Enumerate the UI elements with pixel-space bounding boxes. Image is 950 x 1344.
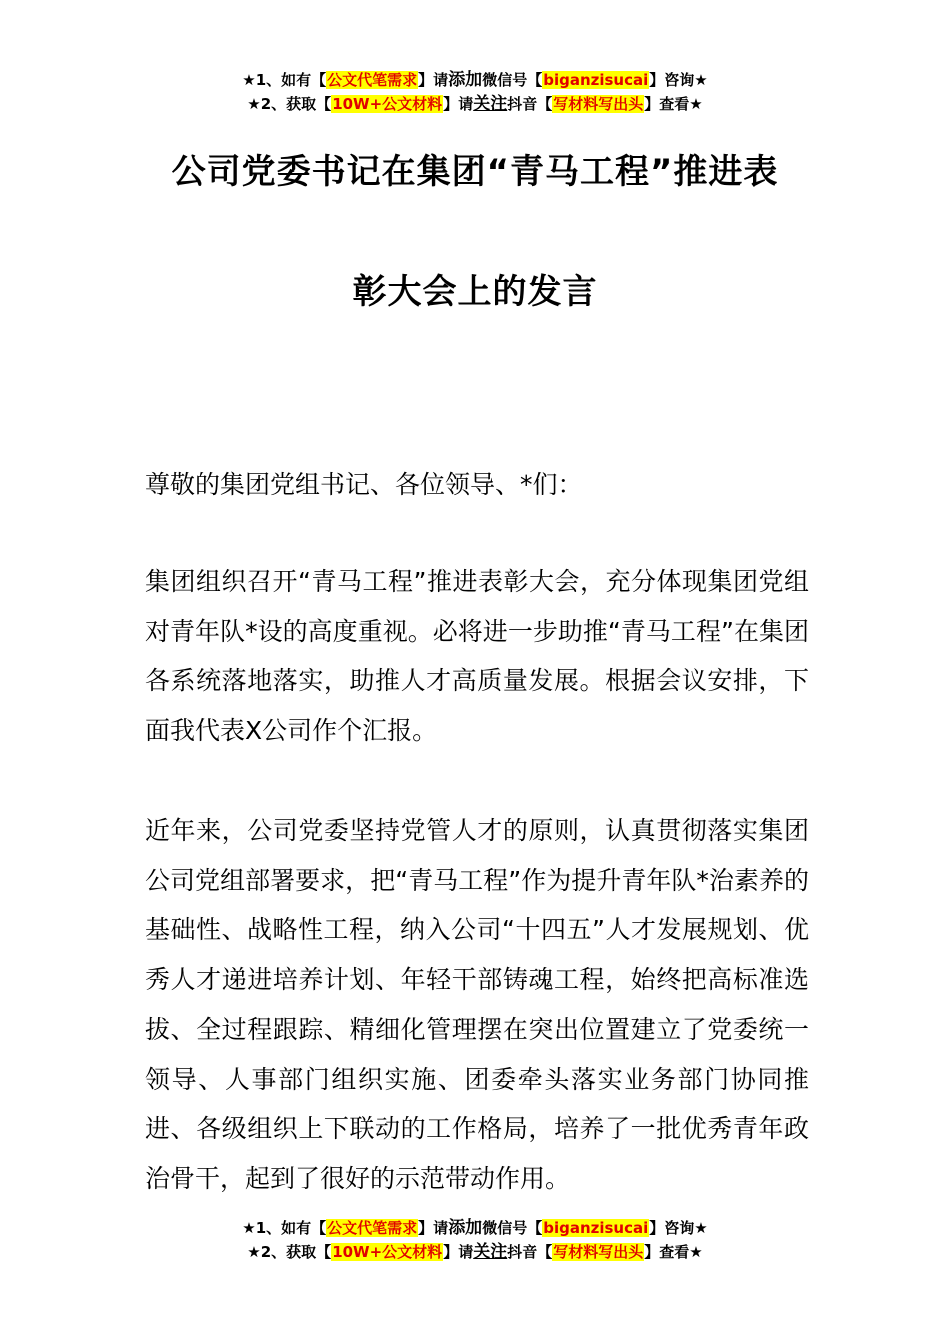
promo-text: ★1、如有【 (242, 1219, 327, 1237)
salutation: 尊敬的集团党组书记、各位领导、*们： (145, 470, 583, 499)
promo-line-1 (0, 1216, 950, 1240)
promo-highlight: 写材料写出头 (553, 95, 644, 113)
promo-emphasis: 关注 (473, 94, 508, 114)
body-paragraph-1: 集团组织召开“青马工程”推进表彰大会，充分体现集团党组对青年队*设的高度重视。必将进一步助推“青马工程”在集团各系统落地落实，助推人才高质量发展。根据会议安排，下面我代表X公司作个汇报。 (145, 567, 809, 746)
promo-text: 微信号【 (482, 71, 543, 89)
promo-text: 】咨询★ (649, 1219, 708, 1237)
promo-text: 】请 (418, 71, 449, 89)
promo-text: 抖音【 (507, 95, 553, 113)
promo-text: ★2、获取【 (247, 1243, 332, 1261)
promo-highlight: 10W+公文材料 (332, 1243, 443, 1261)
promo-banner-bottom (0, 1216, 950, 1264)
promo-text: 】请 (418, 1219, 449, 1237)
promo-text: 微信号【 (482, 1219, 543, 1237)
promo-text: ★1、如有【 (242, 71, 327, 89)
promo-emphasis: 关注 (473, 1242, 508, 1262)
promo-text: ★2、获取【 (247, 95, 332, 113)
promo-emphasis: 添加 (448, 1218, 483, 1238)
document-title-line-2: 彰大会上的发言 (352, 272, 598, 312)
promo-text: 】查看★ (644, 95, 703, 113)
promo-text: 】查看★ (644, 1243, 703, 1261)
promo-highlight: 公文代笔需求 (327, 71, 418, 89)
document-title-line-1: 公司党委书记在集团“青马工程”推进表 (171, 152, 779, 192)
promo-highlight: 10W+公文材料 (332, 95, 443, 113)
promo-text: 】请 (443, 95, 474, 113)
promo-line-2 (0, 92, 950, 116)
body-paragraph-2: 近年来，公司党委坚持党管人才的原则，认真贯彻落实集团公司党组部署要求，把“青马工程”作为提升青年队*治素养的基础性、战略性工程，纳入公司“十四五”人才发展规划、优秀人才递进培养计划、年轻干部铸魂工程，始终把高标准选拔、全过程跟踪、精细化管理摆在突出位置建立了党委统一领导、人事部门组织实施、团委牵头落实业务部门协同推进、各级组织上下联动的工作格局，培养了一批优秀青年政治骨干，起到了很好的示范带动作用。 (145, 816, 809, 1193)
promo-line-2 (0, 1240, 950, 1264)
promo-text: 抖音【 (507, 1243, 553, 1261)
promo-emphasis: 添加 (448, 70, 483, 90)
promo-banner-top (0, 68, 950, 116)
promo-highlight: biganzisucai (543, 71, 649, 89)
promo-highlight: 写材料写出头 (553, 1243, 644, 1261)
promo-highlight: biganzisucai (543, 1219, 649, 1237)
promo-line-1 (0, 68, 950, 92)
promo-text: 】咨询★ (649, 71, 708, 89)
promo-highlight: 公文代笔需求 (327, 1219, 418, 1237)
promo-text: 】请 (443, 1243, 474, 1261)
